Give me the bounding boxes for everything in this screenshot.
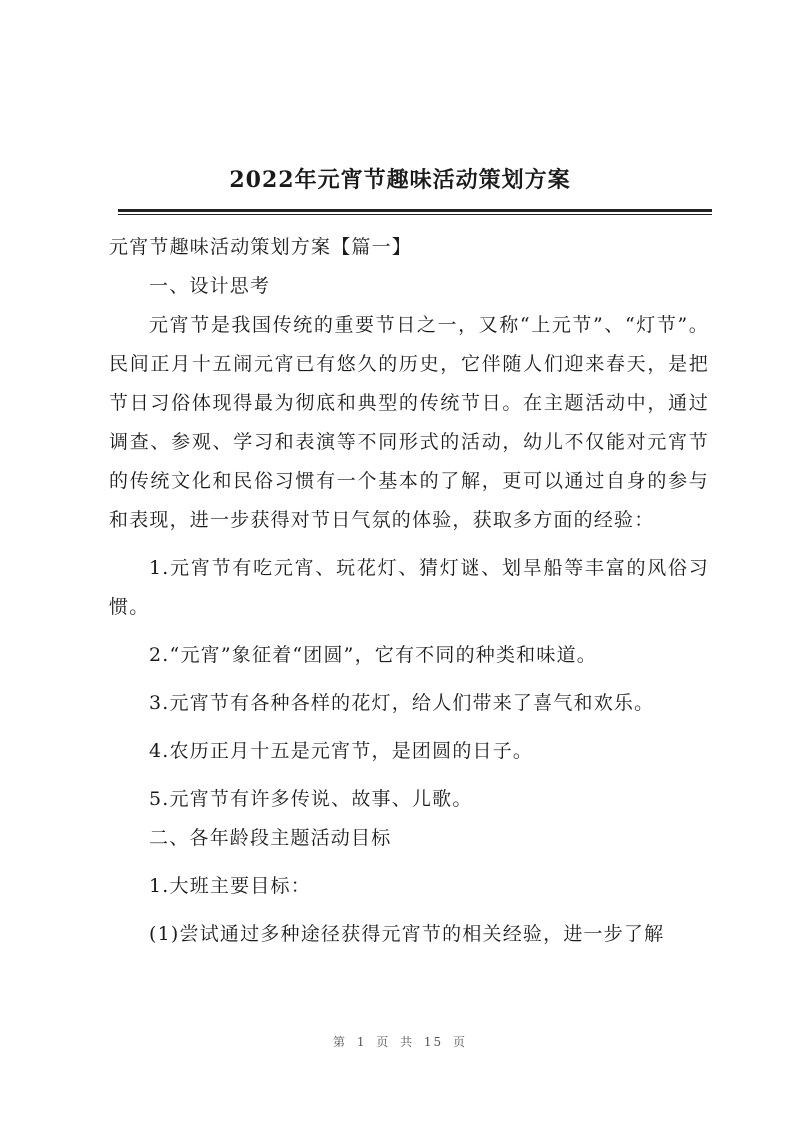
list-item: 3.元宵节有各种各样的花灯，给人们带来了喜气和欢乐。 xyxy=(149,692,655,714)
title-divider-thin xyxy=(118,214,712,215)
goal-heading: 1.大班主要目标： xyxy=(149,875,311,897)
title-divider-thick xyxy=(118,209,712,212)
section-heading-2: 二、各年龄段主题活动目标 xyxy=(149,827,392,849)
list-item: 1.元宵节有吃元宵、玩花灯、猜灯谜、划旱船等丰富的风俗习惯。 xyxy=(109,557,709,618)
goal-item: (1)尝试通过多种途径获得元宵节的相关经验，进一步了解 xyxy=(149,923,665,945)
section-subtitle: 元宵节趣味活动策划方案【篇一】 xyxy=(109,236,413,258)
section-heading-1: 一、设计思考 xyxy=(149,275,271,297)
document-title: 2022年元宵节趣味活动策划方案 xyxy=(229,167,571,193)
list-item: 2.“元宵”象征着“团圆”，它有不同的种类和味道。 xyxy=(149,644,597,666)
list-item: 5.元宵节有许多传说、故事、儿歌。 xyxy=(149,788,473,810)
intro-paragraph: 元宵节是我国传统的重要节日之一，又称“上元节”、“灯节”。民间正月十五闹元宵已有悠久的历史，它伴随人们迎来春天，是把节日习俗体现得最为彻底和典型的传统节日。在主题活动中，通过调查、参观、学习和表演等不同形式的活动，幼儿不仅能对元宵节的传统文化和民俗习惯有一个基本的了解，更可以通过自身的参与和表现，进一步获得对节日气氛的体验，获取多方面的经验： xyxy=(109,314,709,531)
page-number: 第 1 页 共 15 页 xyxy=(333,1035,467,1049)
document-body xyxy=(109,228,709,954)
list-item: 4.农历正月十五是元宵节，是团圆的日子。 xyxy=(149,740,534,762)
